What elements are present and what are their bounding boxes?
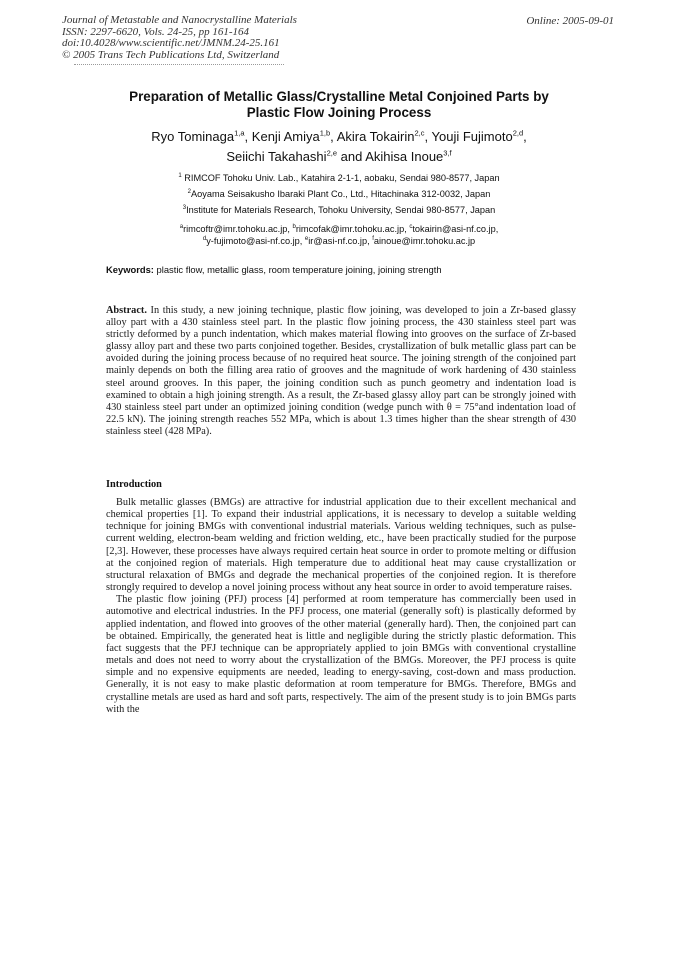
affiliation-mark: 2 (187, 188, 192, 195)
author-affil-mark: 1,a (234, 128, 245, 138)
email-mark: f (372, 235, 374, 242)
paper-title (96, 89, 582, 121)
keywords (106, 264, 576, 275)
author-affil-mark: 1,b (319, 128, 331, 138)
abstract (106, 305, 576, 438)
author-line-1 (90, 127, 588, 147)
affiliation-text: Institute for Materials Research, Tohoku University, Sendai 980-8577, Japan (186, 204, 496, 215)
author-separator: , (523, 129, 527, 144)
abstract-text: In this study, a new joining technique, plastic flow joining, was developed to join a Zr-based glassy alloy part with a 430 stainless steel part. In the plastic flow joining process, the 430 stainless steel part was strictly deformed by a punch indentation, which makes material flowing into grooves on the surface of Zr-based glassy alloy part and these two parts conjoined together. Besides, crystallization of bulk metallic glass part can be avoided during the joining process because of no required heat source. The joining strength of the conjoined part mainly depends on both the filling area ratio of grooves and the magnitude of work hardening of 430 stainless steel around grooves. In this paper, the joining condition such as punch geometry and indentation load is examined to obtain a high joining strength. As a result, the Zr-based glassy alloy part can be strongly joined with 430 stainless steel part under an optimized joining condition (wedge punch with θ = 75°and indentation load of 22.5 kN). The joining strength reaches 552 MPa, which is about 1.3 times higher than the shear strength of 430 stainless steel (428 MPa). (106, 305, 576, 437)
affiliation-text: Aoyama Seisakusho Ibaraki Plant Co., Ltd., Hitachinaka 312-0032, Japan (191, 188, 491, 199)
email-address: y-fujimoto@asi-nf.co.jp, (206, 235, 303, 246)
journal-copyright: © 2005 Trans Tech Publications Ltd, Switzerland (62, 48, 280, 61)
email-address: rimcofak@imr.tohoku.ac.jp, (295, 224, 407, 234)
title-line-1: Preparation of Metallic Glass/Crystalline Metal Conjoined Parts by (129, 89, 549, 104)
author-affil-mark: 2,d (512, 128, 524, 138)
affiliation-text: RIMCOF Tohoku Univ. Lab., Katahira 2-1-1, aobaku, Sendai 980-8577, Japan (184, 173, 500, 183)
author-name: Kenji Amiya (251, 129, 320, 144)
email-mark: e (304, 235, 309, 242)
author-separator: , (330, 129, 334, 144)
author-separator: , (244, 129, 249, 144)
journal-doi: doi:10.4028/www.scientific.net/JMNM.24-25.161 (62, 37, 280, 50)
email-line-2 (110, 236, 568, 248)
title-line-2: Plastic Flow Joining Process (246, 105, 432, 120)
email-address: ainoue@imr.tohoku.ac.jp (373, 235, 476, 246)
affiliation-mark: 3 (182, 204, 187, 211)
author-affil-mark: 3,f (443, 148, 452, 158)
author-affil-mark: 2,e (326, 148, 337, 158)
keywords-label: Keywords: (106, 264, 154, 275)
keywords-text: plastic flow, metallic glass, room temperature joining, joining strength (156, 264, 442, 275)
author-list (90, 127, 588, 167)
affiliation-line (110, 203, 568, 219)
email-mark: d (202, 235, 207, 242)
journal-header (62, 15, 362, 65)
author-affil-mark: 2,c (414, 128, 425, 138)
paragraph: The plastic flow joining (PFJ) process [4] performed at room temperature has commercially been used in automotive and electrical industries. In the PFJ process, one material (generally soft) is plastically deformed by applied indentation, and flowed into grooves of the other material (generally hard). Then, the conjoined part can be obtained. Empirically, the generated heat is little and negligible during the strictly plastic deformation. This fact suggests that the PFJ technique can be appropriately applied to join BMGs with conventional crystalline metals and does not need to worry about the crystallization of the BMGs. Moreover, the PFJ process is quite simple and no expensive equipments are needed, leading to energy-saving, cost-down and mass production. Generally, it is not easy to make plastic deformation at room temperature for BMGs. Therefore, BMGs and crystalline metals are used as hard and soft parts, respectively. The aim of the present study is to join BMGs parts with the (106, 594, 576, 715)
author-name: Youji Fujimoto (431, 129, 513, 144)
email-list (110, 224, 568, 247)
email-address: ir@asi-nf.co.jp, (308, 235, 370, 246)
abstract-label: Abstract. (106, 305, 147, 316)
affiliation-list (110, 171, 568, 218)
online-date: Online: 2005-09-01 (526, 15, 614, 27)
author-name: Ryo Tominaga (151, 129, 235, 144)
author-name: Seiichi Takahashi (226, 149, 327, 164)
author-name: Akira Tokairin (336, 129, 415, 144)
author-separator: , (424, 129, 429, 144)
email-mark: c (409, 223, 413, 230)
affiliation-line (110, 171, 568, 187)
introduction-heading: Introduction (106, 479, 162, 490)
author-line-2 (90, 147, 588, 167)
email-address: rimcoftr@imr.tohoku.ac.jp, (183, 224, 290, 234)
journal-issn: ISSN: 2297-6620, Vols. 24-25, pp 161-164 (62, 25, 249, 38)
email-mark: a (179, 223, 184, 230)
paragraph: Bulk metallic glasses (BMGs) are attractive for industrial application due to their excellent mechanical and chemical properties [1]. To expand their industrial applications, it is necessary to develop a suitable welding technique for joining BMGs with conventional industrial materials. Various welding techniques, such as pulse-current welding, electron-beam welding and friction welding, etc., have been practically studied for the purpose [2,3]. However, these processes have always required certain heat source in order to promote melting or diffusion at the conjoined region of materials. High temperature due to additional heat may cause crystallization or structural relaxation of BMGs and degrade the mechanical properties of the conjoined region. It is therefore strongly required to develop a novel joining process without any heat source in order to avoid temperature raises. (106, 497, 576, 594)
email-mark: b (292, 223, 296, 230)
affiliation-line (110, 187, 568, 203)
author-conjunction: and (340, 149, 363, 164)
affiliation-mark: 1 (178, 172, 182, 179)
journal-name: Journal of Metastable and Nanocrystalline Materials (62, 14, 297, 26)
author-name: Akihisa Inoue (365, 149, 444, 164)
email-address: tokairin@asi-nf.co.jp, (412, 224, 499, 234)
email-line-1 (110, 224, 568, 236)
introduction-body (106, 497, 576, 716)
header-divider (74, 64, 284, 65)
